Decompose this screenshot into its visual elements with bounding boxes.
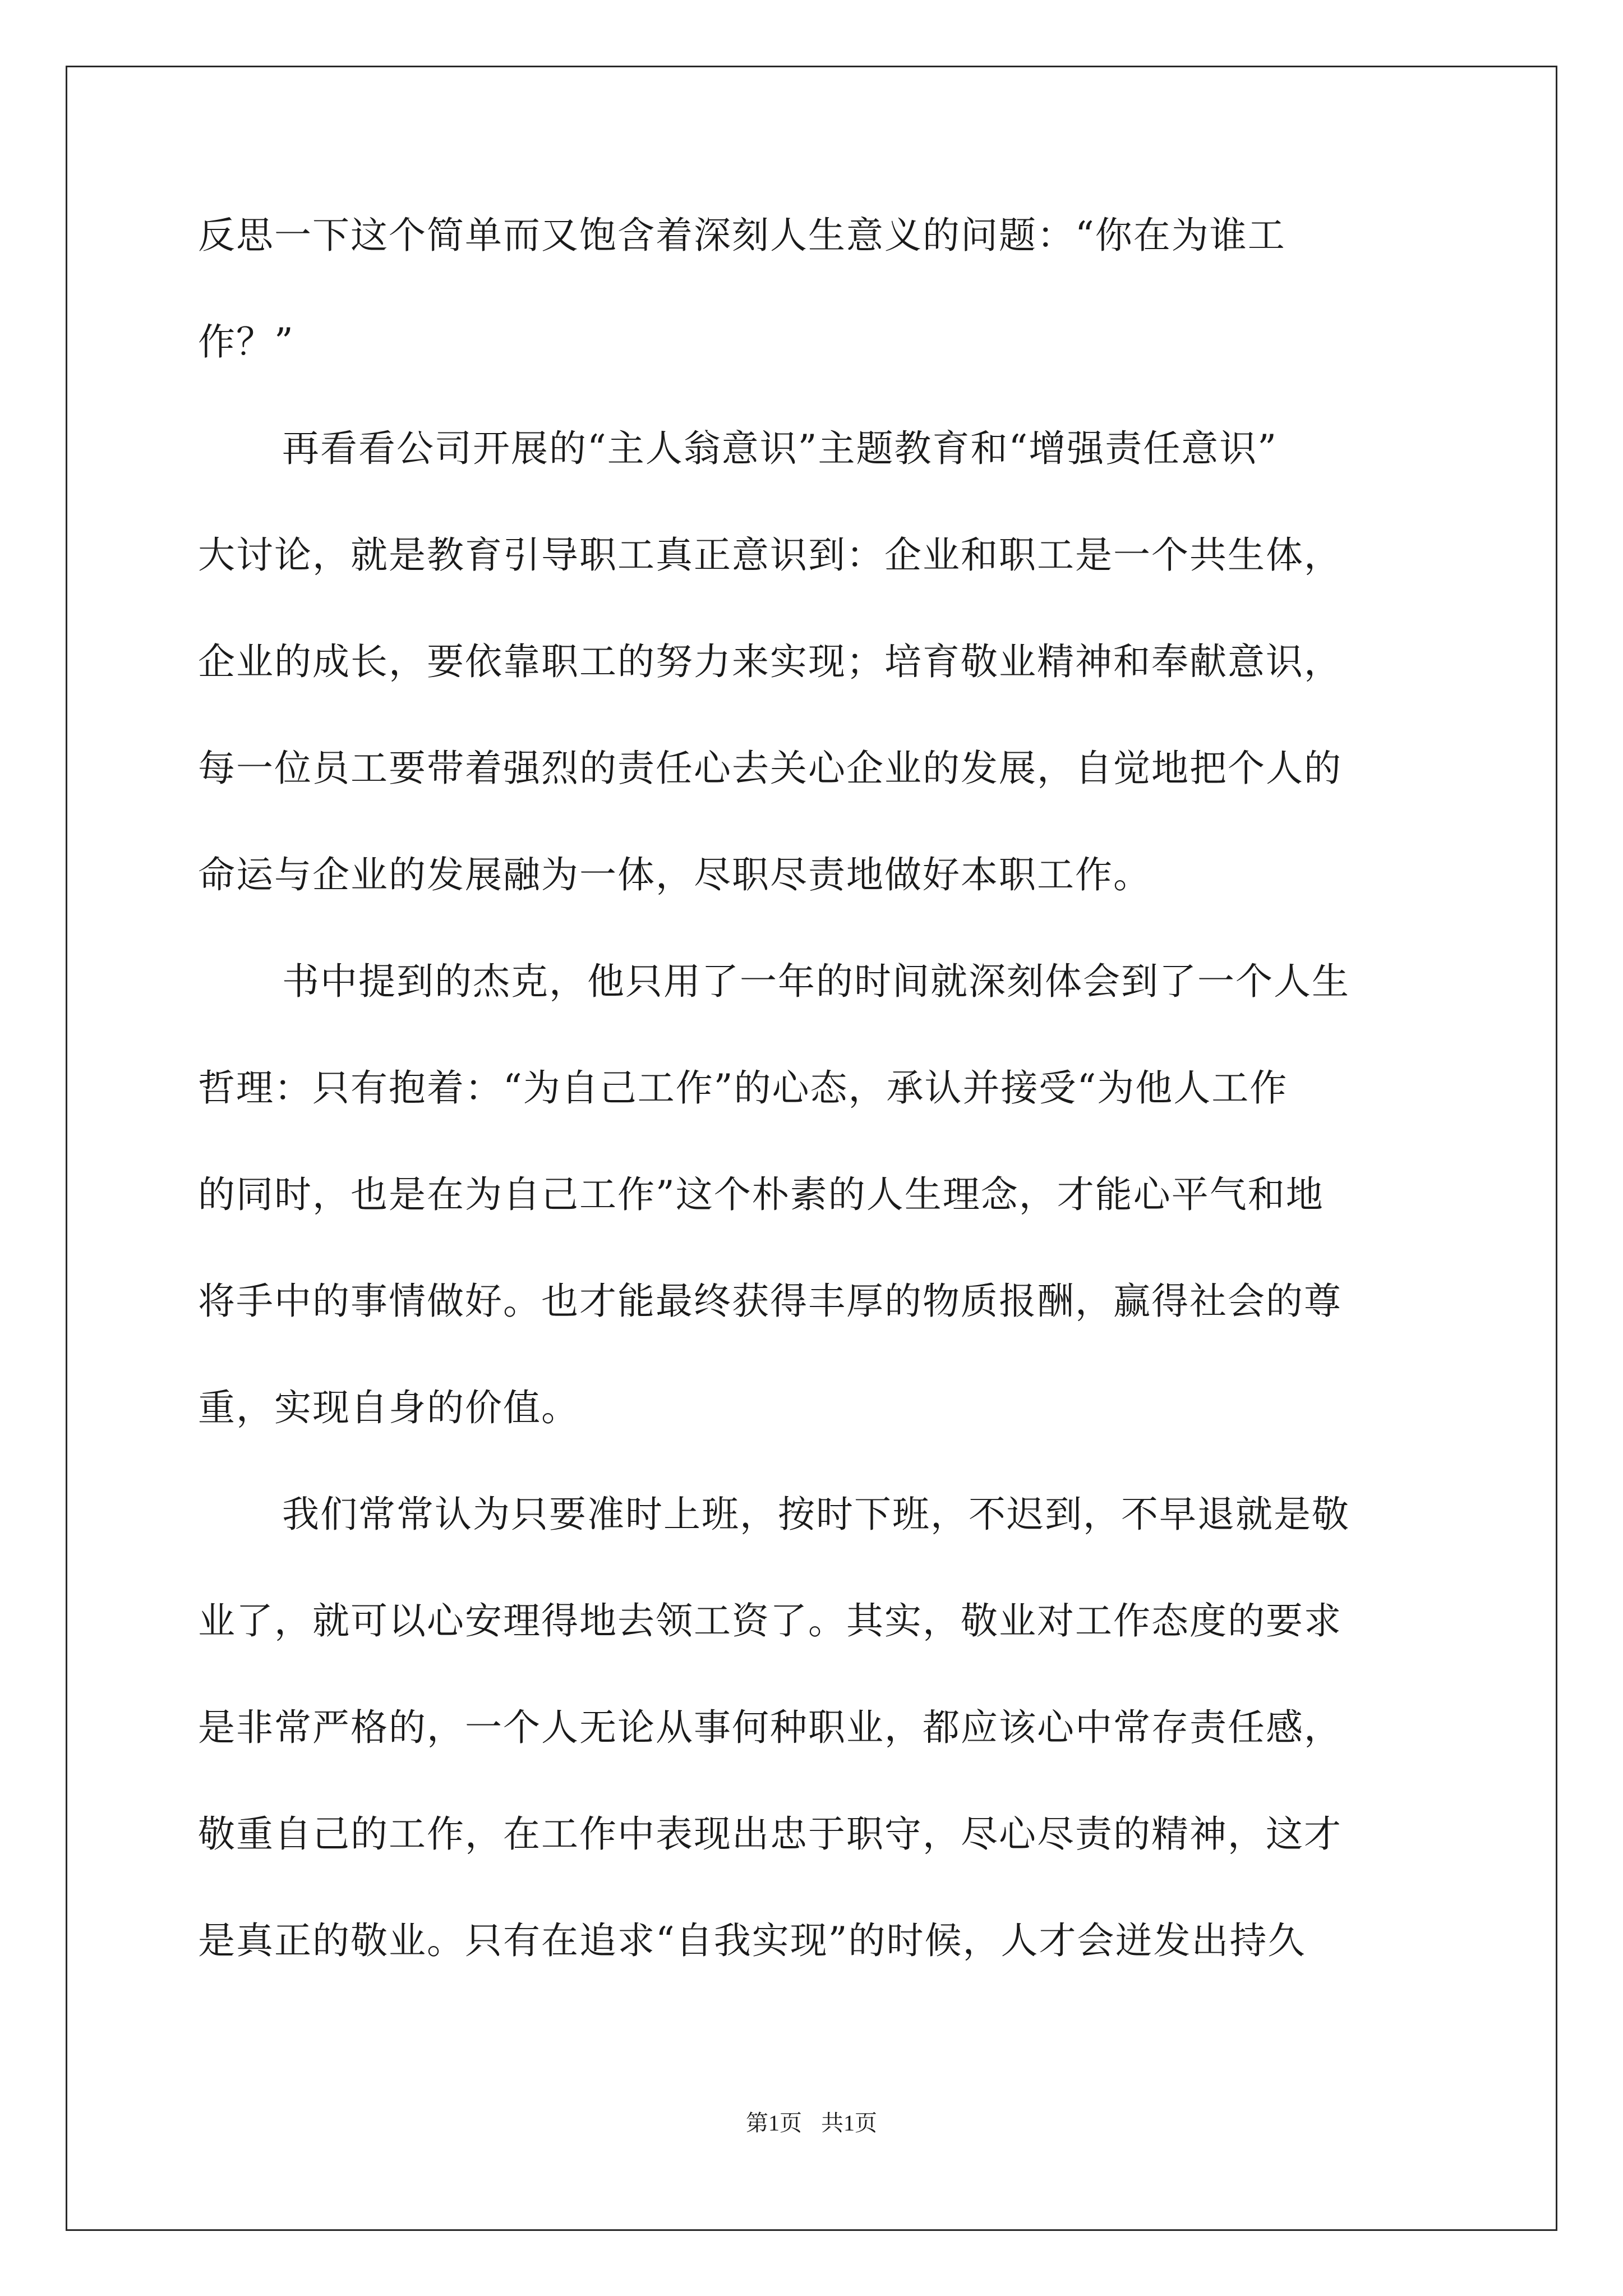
text-line: 敬重自己的工作，在工作中表现出忠于职守，尽心尽责的精神，这才 <box>198 1812 1342 1856</box>
paragraph-start-line: 书中提到的杰克，他只用了一年的时间就深刻体会到了一个人生 <box>282 960 1350 1003</box>
page-total: 共1页 <box>821 2110 877 2136</box>
paragraph-start-line: 再看看公司开展的“主人翁意识”主题教育和“增强责任意识” <box>282 427 1278 470</box>
text-line: 每一位员工要带着强烈的责任心去关心企业的发展，自觉地把个人的 <box>198 747 1342 790</box>
text-line: 业了，就可以心安理得地去领工资了。其实，敬业对工作态度的要求 <box>198 1599 1342 1642</box>
paragraph-start-line: 我们常常认为只要准时上班，按时下班，不迟到，不早退就是敬 <box>282 1493 1350 1536</box>
page-number: 第1页 <box>746 2110 802 2136</box>
text-line: 将手中的事情做好。也才能最终获得丰厚的物质报酬，赢得社会的尊 <box>198 1280 1342 1323</box>
text-line: 企业的成长，要依靠职工的努力来实现；培育敬业精神和奉献意识， <box>198 640 1342 683</box>
text-line: 大讨论，就是教育引导职工真正意识到：企业和职工是一个共生体， <box>198 533 1342 577</box>
text-line: 哲理：只有抱着：“为自己工作”的心态，承认并接受“为他人工作 <box>198 1066 1288 1110</box>
page-footer <box>0 2109 1623 2137</box>
page-border <box>66 66 1557 2231</box>
text-line: 是真正的敬业。只有在追求“自我实现”的时候，人才会迸发出持久 <box>198 1919 1306 1962</box>
text-line: 重，实现自身的价值。 <box>198 1386 579 1429</box>
text-line: 命运与企业的发展融为一体，尽职尽责地做好本职工作。 <box>198 853 1151 896</box>
text-line: 是非常严格的，一个人无论从事何种职业，都应该心中常存责任感， <box>198 1706 1342 1749</box>
text-line: 的同时，也是在为自己工作”这个朴素的人生理念，才能心平气和地 <box>198 1173 1324 1216</box>
text-line: 反思一下这个简单而又饱含着深刻人生意义的问题：“你在为谁工 <box>198 214 1286 257</box>
text-line: 作？” <box>198 320 294 364</box>
